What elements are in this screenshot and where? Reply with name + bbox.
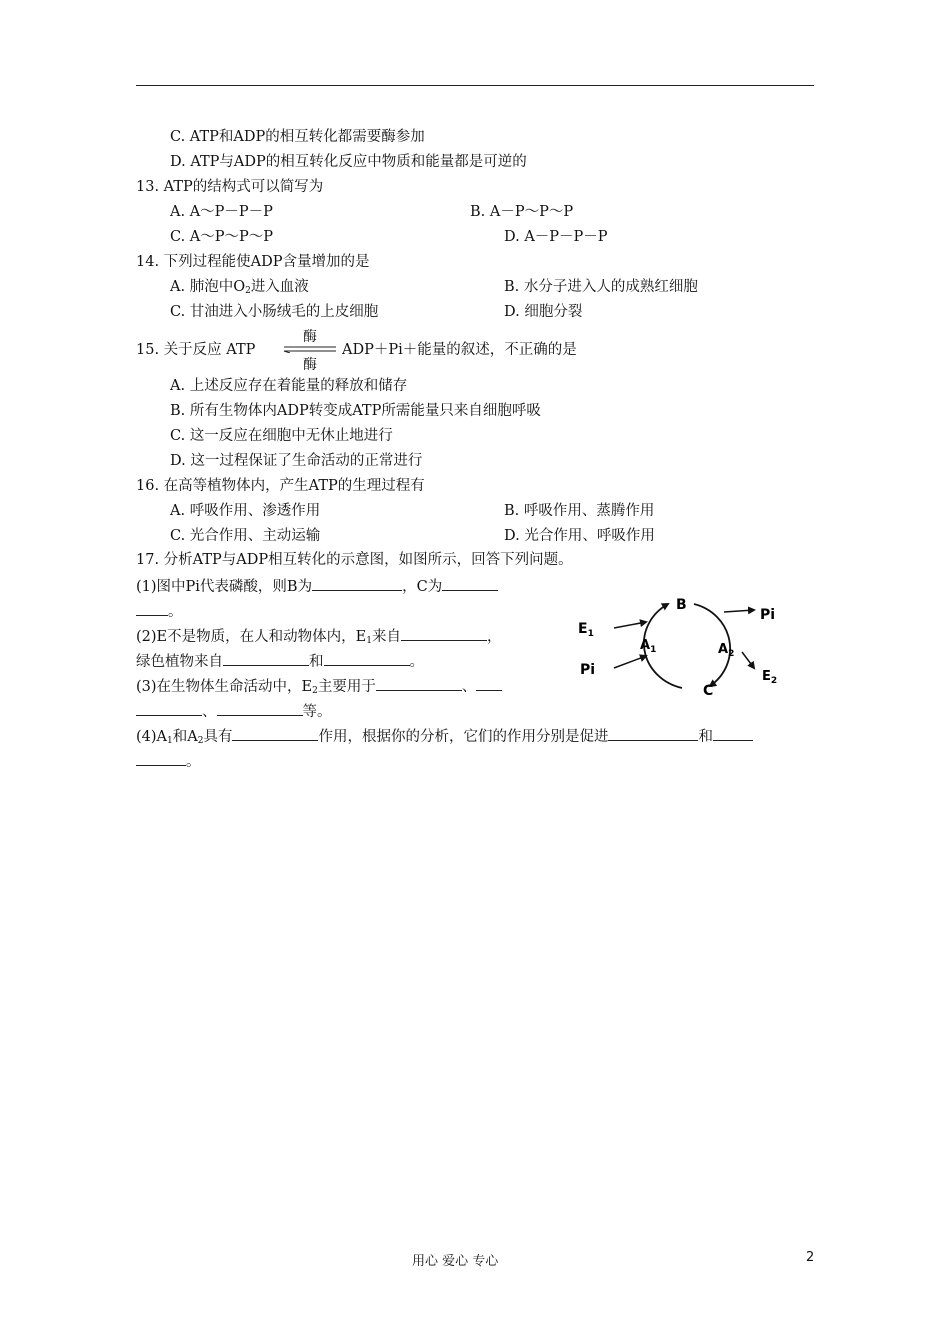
header-rule: [136, 85, 814, 86]
q13-stem: 13. ATP的结构式可以简写为: [136, 179, 324, 195]
answer-blank-b[interactable]: [312, 576, 402, 591]
label-a2: $A_2$: [718, 642, 735, 659]
q14-option-a: A. 肺泡中$O_2$进入血液: [170, 279, 309, 296]
q17-part4-cont: 。: [136, 751, 201, 772]
q17-part4: $(4)A_1$和$A_2$具有 作用，根据你的分析，它们的作用分别是促进 和: [136, 726, 753, 751]
label-pi-in: Pi: [580, 662, 596, 678]
q13-option-c: C. A～P～P～P: [170, 229, 274, 245]
q17-part1: (1)图中Pi代表磷酸，则B为 ，C为: [136, 576, 498, 597]
answer-blank-e2-use-2[interactable]: [476, 676, 502, 691]
atp-adp-cycle-diagram: [570, 592, 800, 704]
footer-slogan: 用心 爱心 专心: [412, 1254, 499, 1269]
page-number: 2: [806, 1250, 815, 1265]
arrow-pi-out: [724, 610, 754, 612]
q16-option-c: C. 光合作用、主动运输: [170, 528, 321, 544]
answer-blank-a1[interactable]: [608, 726, 698, 741]
answer-blank-e1-animal[interactable]: [401, 626, 487, 641]
q17-stem: 17. 分析ATP与ADP相互转化的示意图，如图所示，回答下列问题。: [136, 552, 573, 568]
q15-option-a: A. 上述反应存在着能量的释放和储存: [170, 378, 408, 394]
q14-option-d: D. 细胞分裂: [504, 304, 583, 320]
q16-option-b: B. 呼吸作用、蒸腾作用: [504, 503, 655, 519]
q17-part3-cont: 、 等。: [136, 701, 332, 722]
q12-option-d: D. ATP与ADP的相互转化反应中物质和能量都是可逆的: [170, 154, 527, 170]
enzyme-label-bottom: 酶: [303, 357, 317, 373]
answer-blank-e2-use-3[interactable]: [217, 701, 303, 716]
answer-blank-e2-use-1[interactable]: [376, 676, 462, 691]
arrow-pi-in: [614, 656, 646, 668]
q17-part3: (3)在生物体生命活动中，$E_2$主要用于 、: [136, 676, 502, 701]
answer-blank-c-cont[interactable]: [136, 601, 168, 616]
label-c: C: [703, 683, 714, 699]
label-b: B: [676, 597, 687, 613]
q17-part2: (2)E不是物质，在人和动物体内，$E_1$来自 ，: [136, 626, 501, 651]
label-a1: $A_1$: [640, 638, 657, 655]
reversible-arrow-icon: [282, 345, 338, 353]
q16-option-a: A. 呼吸作用、渗透作用: [170, 503, 321, 519]
q17-part1-cont: 。: [136, 601, 183, 622]
answer-blank-a2[interactable]: [713, 726, 753, 741]
q13-option-b: B. A－P～P～P: [470, 204, 574, 220]
q14-option-c: C. 甘油进入小肠绒毛的上皮细胞: [170, 304, 379, 320]
q16-stem: 16. 在高等植物体内，产生ATP的生理过程有: [136, 478, 425, 494]
arrow-e2-out: [742, 652, 754, 668]
q15-stem-start: 15. 关于反应 ATP: [136, 342, 256, 358]
q17-part2-cont: 绿色植物来自 和 。: [136, 651, 424, 672]
label-pi-out: Pi: [760, 607, 776, 623]
q12-option-c: C. ATP和ADP的相互转化都需要酶参加: [170, 129, 425, 145]
answer-blank-e1-plant-1[interactable]: [223, 651, 309, 666]
q14-stem: 14. 下列过程能使ADP含量增加的是: [136, 254, 370, 270]
answer-blank-c[interactable]: [442, 576, 498, 591]
q13-option-d: D. A－P－P－P: [504, 229, 608, 245]
q15-option-d: D. 这一过程保证了生命活动的正常进行: [170, 453, 423, 469]
answer-blank-e1-plant-2[interactable]: [324, 651, 410, 666]
q15-stem-end: ADP＋Pi＋能量的叙述，不正确的是: [342, 342, 577, 358]
arrow-e1-in: [614, 622, 646, 628]
label-e2: $E_2$: [762, 669, 778, 686]
q14-option-b: B. 水分子进入人的成熟红细胞: [504, 279, 698, 295]
q13-option-a: A. A～P－P－P: [170, 204, 273, 220]
q15-option-c: C. 这一反应在细胞中无休止地进行: [170, 428, 393, 444]
enzyme-label-top: 酶: [303, 329, 317, 345]
q16-option-d: D. 光合作用、呼吸作用: [504, 528, 655, 544]
answer-blank-enzyme[interactable]: [232, 726, 318, 741]
answer-blank-e2-use-2-cont[interactable]: [136, 701, 202, 716]
answer-blank-a2-cont[interactable]: [136, 751, 186, 766]
label-e1: $E_1$: [578, 621, 594, 639]
q15-option-b: B. 所有生物体内ADP转变成ATP所需能量只来自细胞呼吸: [170, 403, 541, 419]
